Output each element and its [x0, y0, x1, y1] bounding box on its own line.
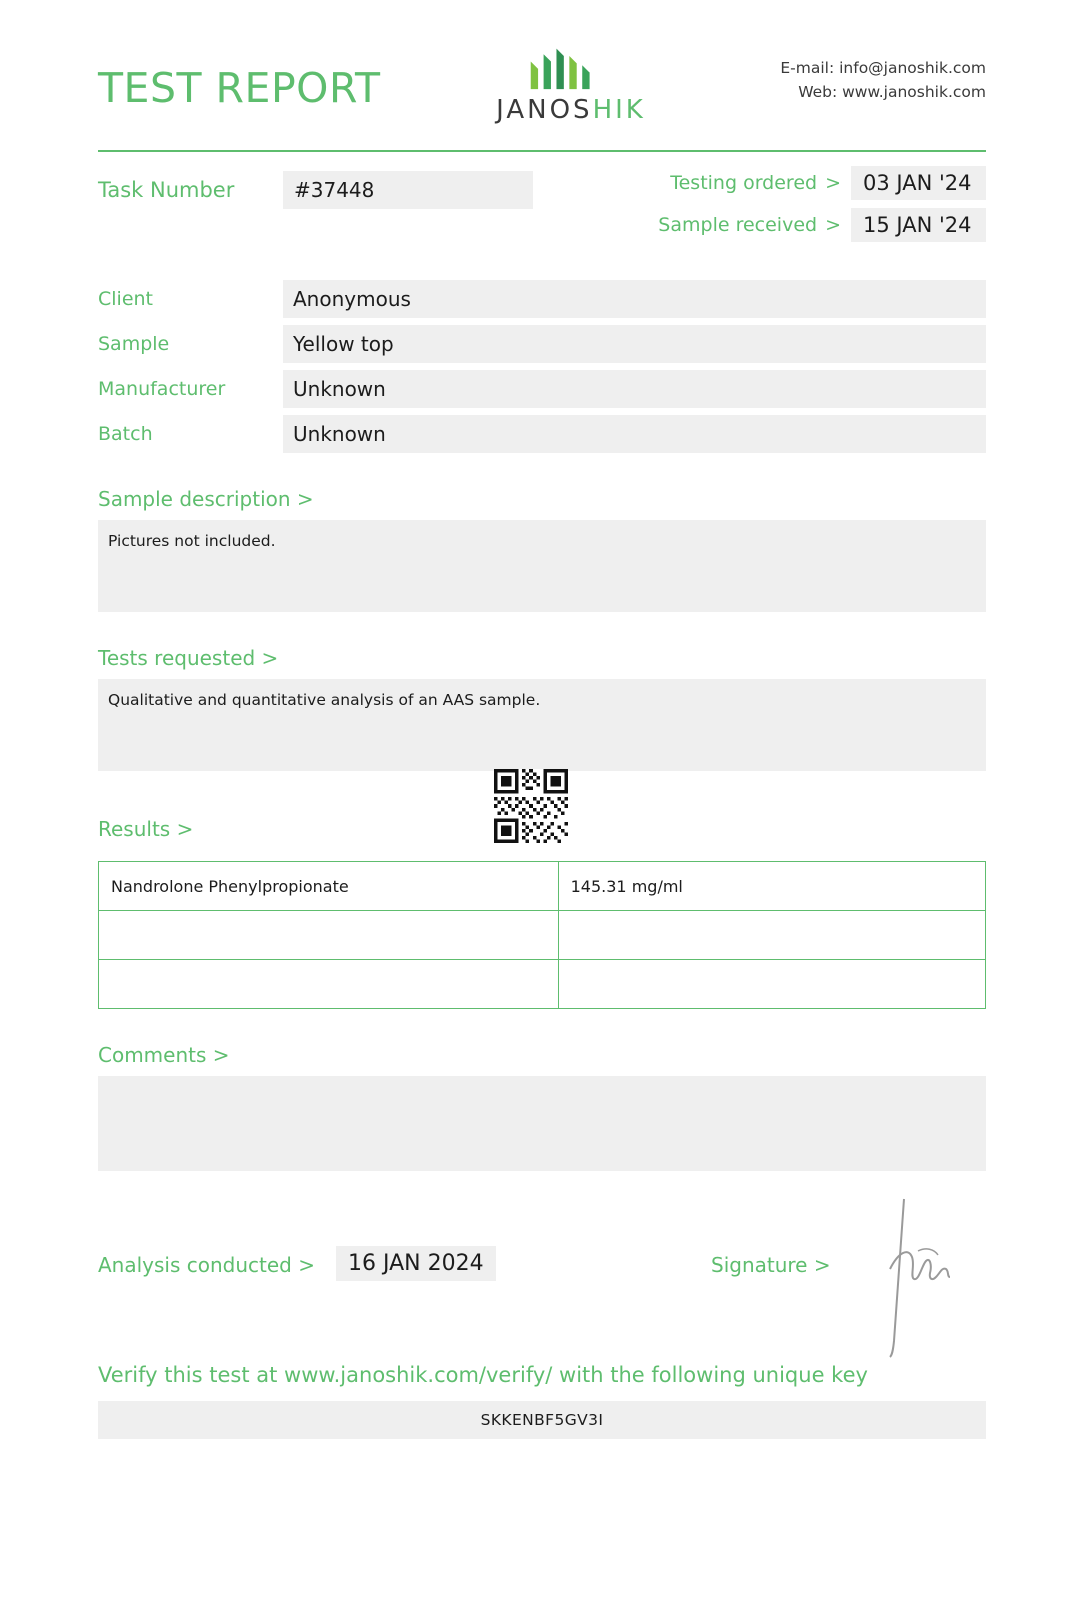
- batch-label: Batch: [98, 423, 153, 445]
- testing-ordered-caret-icon: >: [825, 172, 841, 194]
- table-row: [99, 862, 986, 911]
- table-row: [99, 911, 986, 960]
- logo-mountain-icon: [516, 45, 626, 91]
- contact-web: Web: www.janoshik.com: [798, 83, 986, 102]
- manufacturer-label: Manufacturer: [98, 378, 226, 400]
- sample-description-heading: Sample description >: [98, 487, 314, 511]
- sample-value: Yellow top: [283, 325, 986, 363]
- header-divider: [98, 150, 986, 152]
- comments-heading: Comments >: [98, 1043, 230, 1067]
- sample-received-row: [658, 208, 986, 242]
- contact-email: E-mail: info@janoshik.com: [780, 59, 986, 77]
- report-header: [98, 0, 986, 150]
- task-row: [98, 166, 986, 258]
- sample-received-label: Sample received: [658, 214, 818, 236]
- signature-icon: [868, 1191, 978, 1361]
- janoshik-logo: [456, 45, 686, 125]
- unique-key-value: SKKENBF5GV3I: [98, 1401, 986, 1439]
- results-table: [98, 861, 986, 1009]
- tests-requested-heading: Tests requested >: [98, 646, 279, 670]
- verify-text: Verify this test at www.janoshik.com/verify/ with the following unique key: [98, 1363, 868, 1387]
- manufacturer-value: Unknown: [283, 370, 986, 408]
- analysis-conducted-date: 16 JAN 2024: [336, 1246, 496, 1281]
- task-number-label: Task Number: [98, 178, 235, 202]
- logo-text-dark: JANOS: [496, 95, 593, 125]
- table-row: [99, 960, 986, 1009]
- result-substance: [99, 960, 559, 1009]
- contact-info: [780, 56, 986, 104]
- logo-text-green: HIK: [592, 95, 646, 125]
- task-number-value: #37448: [283, 171, 533, 209]
- client-label: Client: [98, 288, 154, 310]
- info-row-client: [98, 280, 986, 318]
- result-amount: [558, 911, 985, 960]
- signature-label: Signature >: [711, 1253, 831, 1277]
- sample-description-box: Pictures not included.: [98, 520, 986, 612]
- info-row-sample: [98, 325, 986, 363]
- result-amount: 145.31 mg/ml: [558, 862, 985, 911]
- analysis-signature-row: [98, 1211, 986, 1341]
- logo-wordmark: [456, 95, 686, 125]
- batch-value: Unknown: [283, 415, 986, 453]
- sample-received-caret-icon: >: [825, 214, 841, 236]
- testing-ordered-value: 03 JAN '24: [851, 166, 986, 200]
- analysis-conducted-label: Analysis conducted >: [98, 1253, 315, 1277]
- qr-code-icon: [494, 769, 568, 843]
- comments-box: [98, 1076, 986, 1171]
- testing-ordered-row: [658, 166, 986, 200]
- tests-requested-box: Qualitative and quantitative analysis of an AAS sample.: [98, 679, 986, 771]
- sample-received-value: 15 JAN '24: [851, 208, 986, 242]
- result-substance: Nandrolone Phenylpropionate: [99, 862, 559, 911]
- sample-label: Sample: [98, 333, 170, 355]
- client-value: Anonymous: [283, 280, 986, 318]
- date-block: [658, 166, 986, 250]
- results-heading: Results >: [98, 817, 194, 841]
- result-substance: [99, 911, 559, 960]
- results-heading-wrap: [98, 801, 986, 861]
- page-title: TEST REPORT: [98, 64, 381, 112]
- info-row-manufacturer: [98, 370, 986, 408]
- sample-info-table: [98, 280, 986, 453]
- result-amount: [558, 960, 985, 1009]
- testing-ordered-label: Testing ordered: [670, 172, 818, 194]
- info-row-batch: [98, 415, 986, 453]
